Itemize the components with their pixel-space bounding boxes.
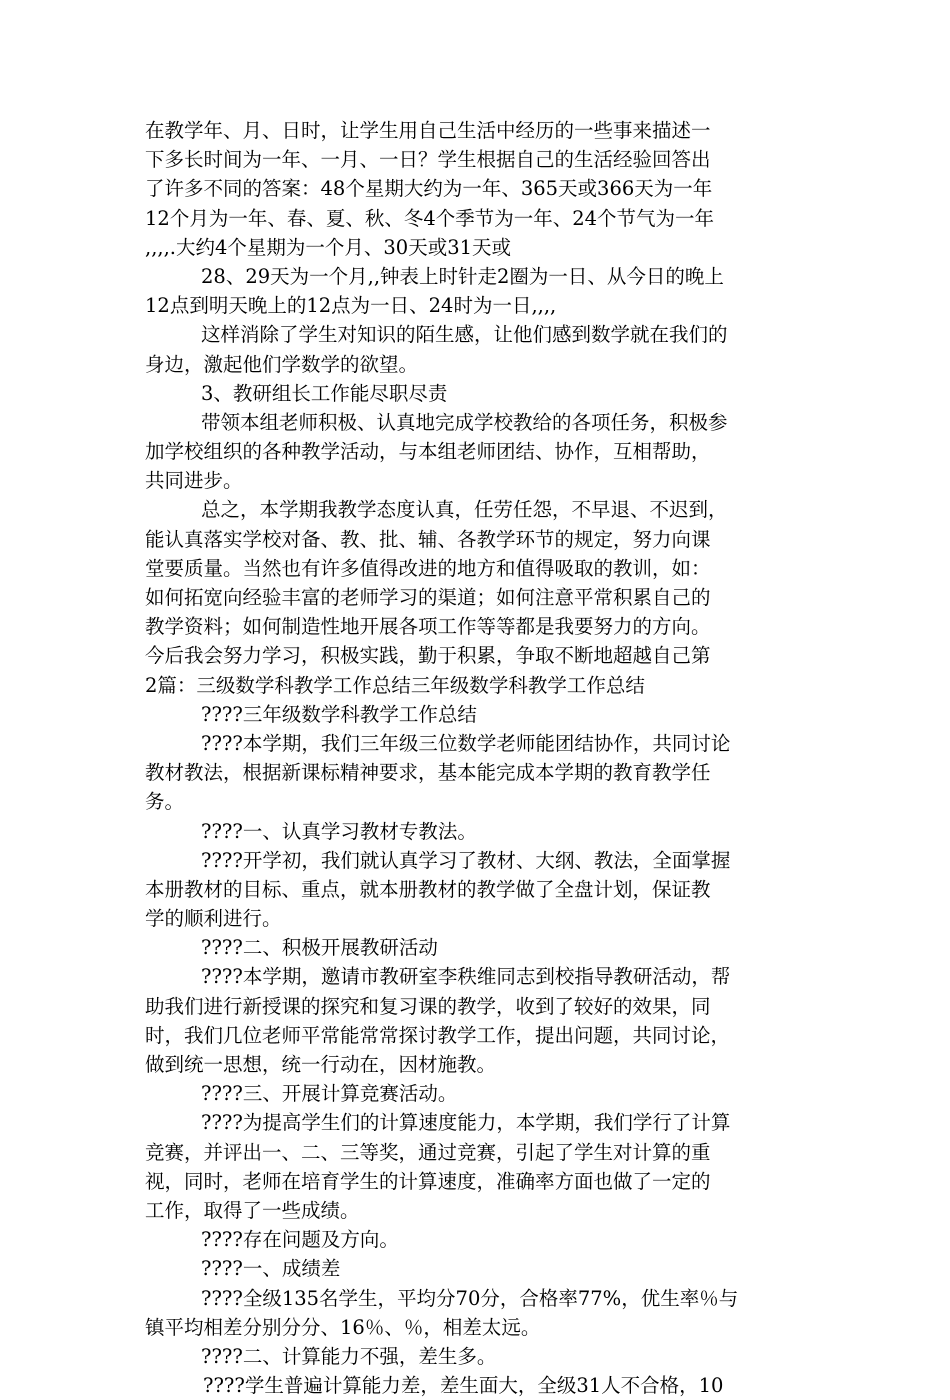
text-line: 如何拓宽向经验丰富的老师学习的渠道；如何注意平常积累自己的 bbox=[145, 586, 711, 609]
text-line: 视，同时，老师在培育学生的计算速度，准确率方面也做了一定的 bbox=[145, 1169, 711, 1193]
text-line: ????一、认真学习教材专教法。 bbox=[201, 819, 477, 843]
text-line: ????二、计算能力不强，差生多。 bbox=[201, 1344, 497, 1368]
text-line: 能认真落实学校对备、教、批、辅、各教学环节的规定，努力向课 bbox=[145, 527, 711, 551]
text-line: 助我们进行新授课的探究和复习课的教学，收到了较好的效果，同 bbox=[145, 994, 711, 1018]
text-line: 总之，本学期我教学态度认真，任劳任怨，不早退、不迟到， bbox=[201, 498, 728, 522]
text-line: ????本学期，我们三年级三位数学老师能团结协作，共同讨论 bbox=[201, 731, 731, 755]
text-line: ????为提高学生们的计算速度能力，本学期，我们学行了计算 bbox=[201, 1111, 731, 1135]
text-line: ????三、开展计算竞赛活动。 bbox=[201, 1082, 458, 1106]
text-line: ????全级135名学生，平均分70分，合格率77%，优生率％与 bbox=[201, 1286, 739, 1310]
text-line: 今后我会努力学习，积极实践，勤于积累，争取不断地超越自己第 bbox=[145, 644, 711, 668]
text-line: ????开学初，我们就认真学习了教材、大纲、教法，全面掌握 bbox=[201, 848, 731, 872]
text-line: 3、教研组长工作能尽职尽责 bbox=[201, 381, 448, 405]
text-line: 2篇：三级数学科教学工作总结三年级数学科教学工作总结 bbox=[145, 673, 645, 697]
text-line: 这样消除了学生对知识的陌生感，让他们感到数学就在我们的 bbox=[201, 323, 728, 347]
text-line: 教学资料；如何制造性地开展各项工作等等都是我要努力的方向。 bbox=[145, 615, 711, 639]
text-line: 竞赛，并评出一、二、三等奖，通过竞赛，引起了学生对计算的重 bbox=[145, 1140, 711, 1164]
text-line: 在教学年、月、日时，让学生用自己生活中经历的一些事来描述一 bbox=[145, 119, 711, 142]
text-line: 了许多不同的答案：48个星期大约为一年、365天或366天为一年 bbox=[145, 177, 713, 201]
text-line: 本册教材的目标、重点，就本册教材的教学做了全盘计划，保证教 bbox=[145, 877, 711, 901]
text-line: ????一、成绩差 bbox=[201, 1257, 341, 1281]
text-line: ????学生普遍计算能力差，差生面大，全级31人不合格，10 bbox=[203, 1374, 724, 1398]
text-line: 堂要质量。当然也有许多值得改进的地方和值得吸取的教训，如： bbox=[145, 556, 711, 580]
text-line: 28、29天为一个月,,钟表上时针走2圈为一日、从今日的晚上 bbox=[201, 264, 724, 288]
text-line: 12个月为一年、春、夏、秋、冬4个季节为一年、24个节气为一年 bbox=[145, 206, 715, 230]
text-line: ????本学期，邀请市教研室李秩维同志到校指导教研活动，帮 bbox=[201, 965, 731, 989]
text-line: 学的顺利进行。 bbox=[145, 907, 282, 931]
text-line: 加学校组织的各种教学活动，与本组老师团结、协作，互相帮助， bbox=[145, 440, 711, 464]
text-line: ????三年级数学科教学工作总结 bbox=[201, 702, 477, 726]
text-line: 共同进步。 bbox=[145, 469, 243, 493]
document-body bbox=[145, 116, 815, 1400]
text-line: 工作，取得了一些成绩。 bbox=[145, 1198, 360, 1222]
text-line: 12点到明天晚上的12点为一日、24时为一日,,,, bbox=[145, 294, 557, 318]
text-line: ????存在问题及方向。 bbox=[201, 1228, 399, 1252]
text-line: ,,,,.大约4个星期为一个月、30天或31天或 bbox=[145, 235, 512, 259]
text-line: 镇平均相差分别分分、16％、％，相差太远。 bbox=[145, 1315, 541, 1339]
text-line: 时，我们几位老师平常能常常探讨教学工作，提出问题，共同讨论， bbox=[145, 1023, 731, 1047]
text-line: 做到统一思想，统一行动在，因材施教。 bbox=[145, 1053, 497, 1076]
text-line: 身边，激起他们学数学的欲望。 bbox=[145, 352, 419, 376]
text-line: 务。 bbox=[145, 790, 185, 814]
text-line: 带领本组老师积极、认真地完成学校教给的各项任务，积极参 bbox=[201, 410, 728, 434]
text-line: 下多长时间为一年、一月、一日？学生根据自己的生活经验回答出 bbox=[145, 148, 711, 172]
text-line: ????二、积极开展教研活动 bbox=[201, 936, 438, 960]
text-line: 教材教法，根据新课标精神要求，基本能完成本学期的教育教学任 bbox=[145, 761, 711, 785]
